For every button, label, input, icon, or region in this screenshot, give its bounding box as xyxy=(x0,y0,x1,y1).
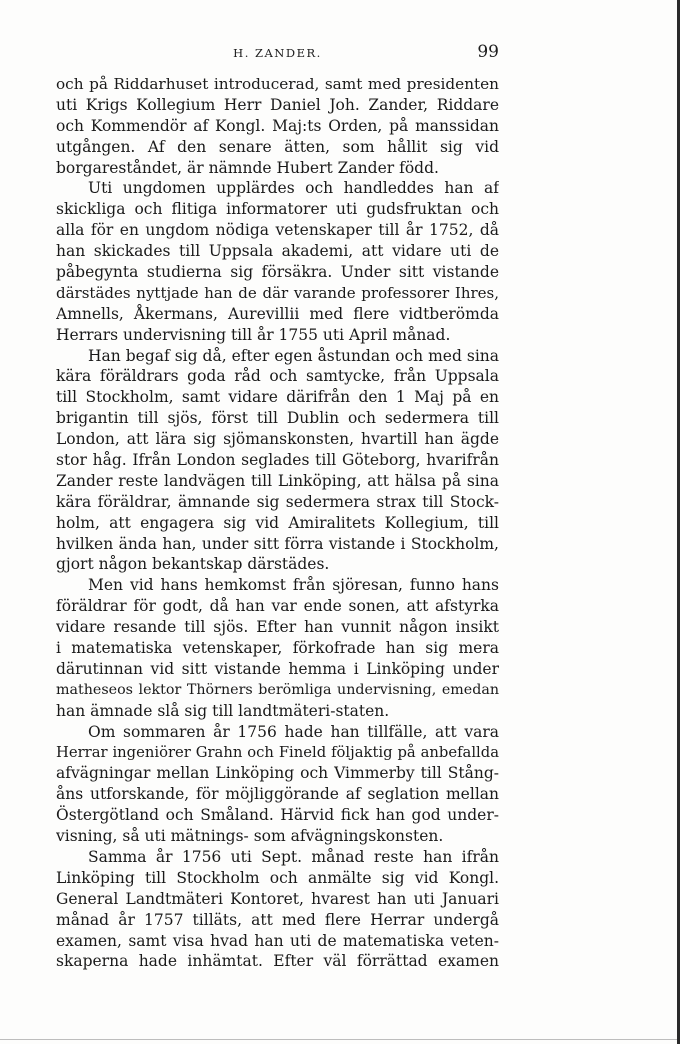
text-line: Östergötland och Småland. Härvid fick han god under- xyxy=(56,806,499,825)
text-line: kära föräldrars goda råd och samtycke, från Uppsala xyxy=(56,367,499,386)
bottom-edge xyxy=(0,1039,677,1040)
text-line: skaperna hade inhämtat. Efter väl förrättad examen xyxy=(56,952,499,971)
text-line: alla för en ungdom nödiga vetenskaper till år 1752, då xyxy=(56,221,499,240)
text-line: kära föräldrar, ämnande sig sedermera strax till Stock- xyxy=(56,492,499,511)
text-line: utgången. Af den senare ätten, som hållit sig vid xyxy=(56,137,499,156)
text-line: General Landtmäteri Kontoret, hvarest han uti Januari xyxy=(56,889,499,908)
text-line: han skickades till Uppsala akademi, att vidare uti de xyxy=(56,242,499,261)
text-line: åns utforskande, för möjliggörande af seglation mellan xyxy=(56,785,499,804)
text-line: stor håg. Ifrån London seglades till Göteborg, hvarifrån xyxy=(56,451,499,470)
text-line: till Stockholm, samt vidare därifrån den 1 Maj på en xyxy=(56,388,499,407)
text-line: Men vid hans hemkomst från sjöresan, funno hans xyxy=(88,576,499,595)
text-line: holm, att engagera sig vid Amiralitets Kollegium, till xyxy=(56,513,499,532)
text-line: Herrar ingeniörer Grahn och Fineld följaktig på anbefallda xyxy=(56,743,499,761)
text-line: Amnells, Åkermans, Aurevillii med flere vidtberömda xyxy=(56,304,499,323)
text-line: borgareståndet, är nämnde Hubert Zander född. xyxy=(56,158,439,177)
text-line: examen, samt visa hvad han uti de matematiska veten- xyxy=(56,931,499,950)
text-line: uti Krigs Kollegium Herr Daniel Joh. Zander, Riddare xyxy=(56,95,499,114)
text-line: afvägningar mellan Linköping och Vimmerby till Stång- xyxy=(56,764,499,783)
text-line: därutinnan vid sitt vistande hemma i Linköping under xyxy=(56,659,499,678)
text-line: London, att lära sig sjömanskonsten, hvartill han ägde xyxy=(56,430,499,449)
text-line: föräldrar för godt, då han var ende sonen, att afstyrka xyxy=(56,597,499,616)
text-line: vidare resande till sjös. Efter han vunnit någon insikt xyxy=(56,618,499,637)
running-head: H. ZANDER. xyxy=(233,46,322,60)
text-line: Han begaf sig då, efter egen åstundan och med sina xyxy=(88,346,499,365)
text-line: Zander reste landvägen till Linköping, att hälsa på sina xyxy=(56,471,499,490)
text-line: i matematiska vetenskaper, förkofrade han sig mera xyxy=(56,639,499,658)
body-text xyxy=(56,74,499,972)
text-line: brigantin till sjös, först till Dublin och sedermera till xyxy=(56,409,499,428)
text-line: hvilken ända han, under sitt förra vistande i Stockholm, xyxy=(56,534,499,553)
text-line: visning, så uti mätnings- som afvägningskonsten. xyxy=(56,827,444,846)
text-line: matheseos lektor Thörners berömliga undervisning, emedan xyxy=(56,681,499,698)
text-line: därstädes nyttjade han de där varande professorer Ihres, xyxy=(56,283,499,302)
text-line: Linköping till Stockholm och anmälte sig vid Kongl. xyxy=(56,868,499,887)
text-line: han ämnade slå sig till landtmäteri-staten. xyxy=(56,701,390,720)
page-number: 99 xyxy=(477,42,499,62)
text-line: månad år 1757 tilläts, att med flere Herrar undergå xyxy=(56,910,499,929)
text-line: och på Riddarhuset introducerad, samt med presidenten xyxy=(56,75,499,93)
page-header xyxy=(56,44,499,64)
text-line: Om sommaren år 1756 hade han tillfälle, att vara xyxy=(88,722,499,741)
text-line: och Kommendör af Kongl. Maj:ts Orden, på manssidan xyxy=(56,116,499,135)
text-line: Samma år 1756 uti Sept. månad reste han ifrån xyxy=(88,847,499,866)
text-line: Herrars undervisning till år 1755 uti April månad. xyxy=(56,325,451,344)
text-line: skickliga och flitiga informatorer uti gudsfruktan och xyxy=(56,200,499,219)
text-line: gjort någon bekantskap därstädes. xyxy=(56,555,330,574)
text-line: Uti ungdomen upplärdes och handleddes han af xyxy=(88,179,499,198)
text-line: påbegynta studierna sig försäkra. Under sitt vistande xyxy=(56,263,499,282)
